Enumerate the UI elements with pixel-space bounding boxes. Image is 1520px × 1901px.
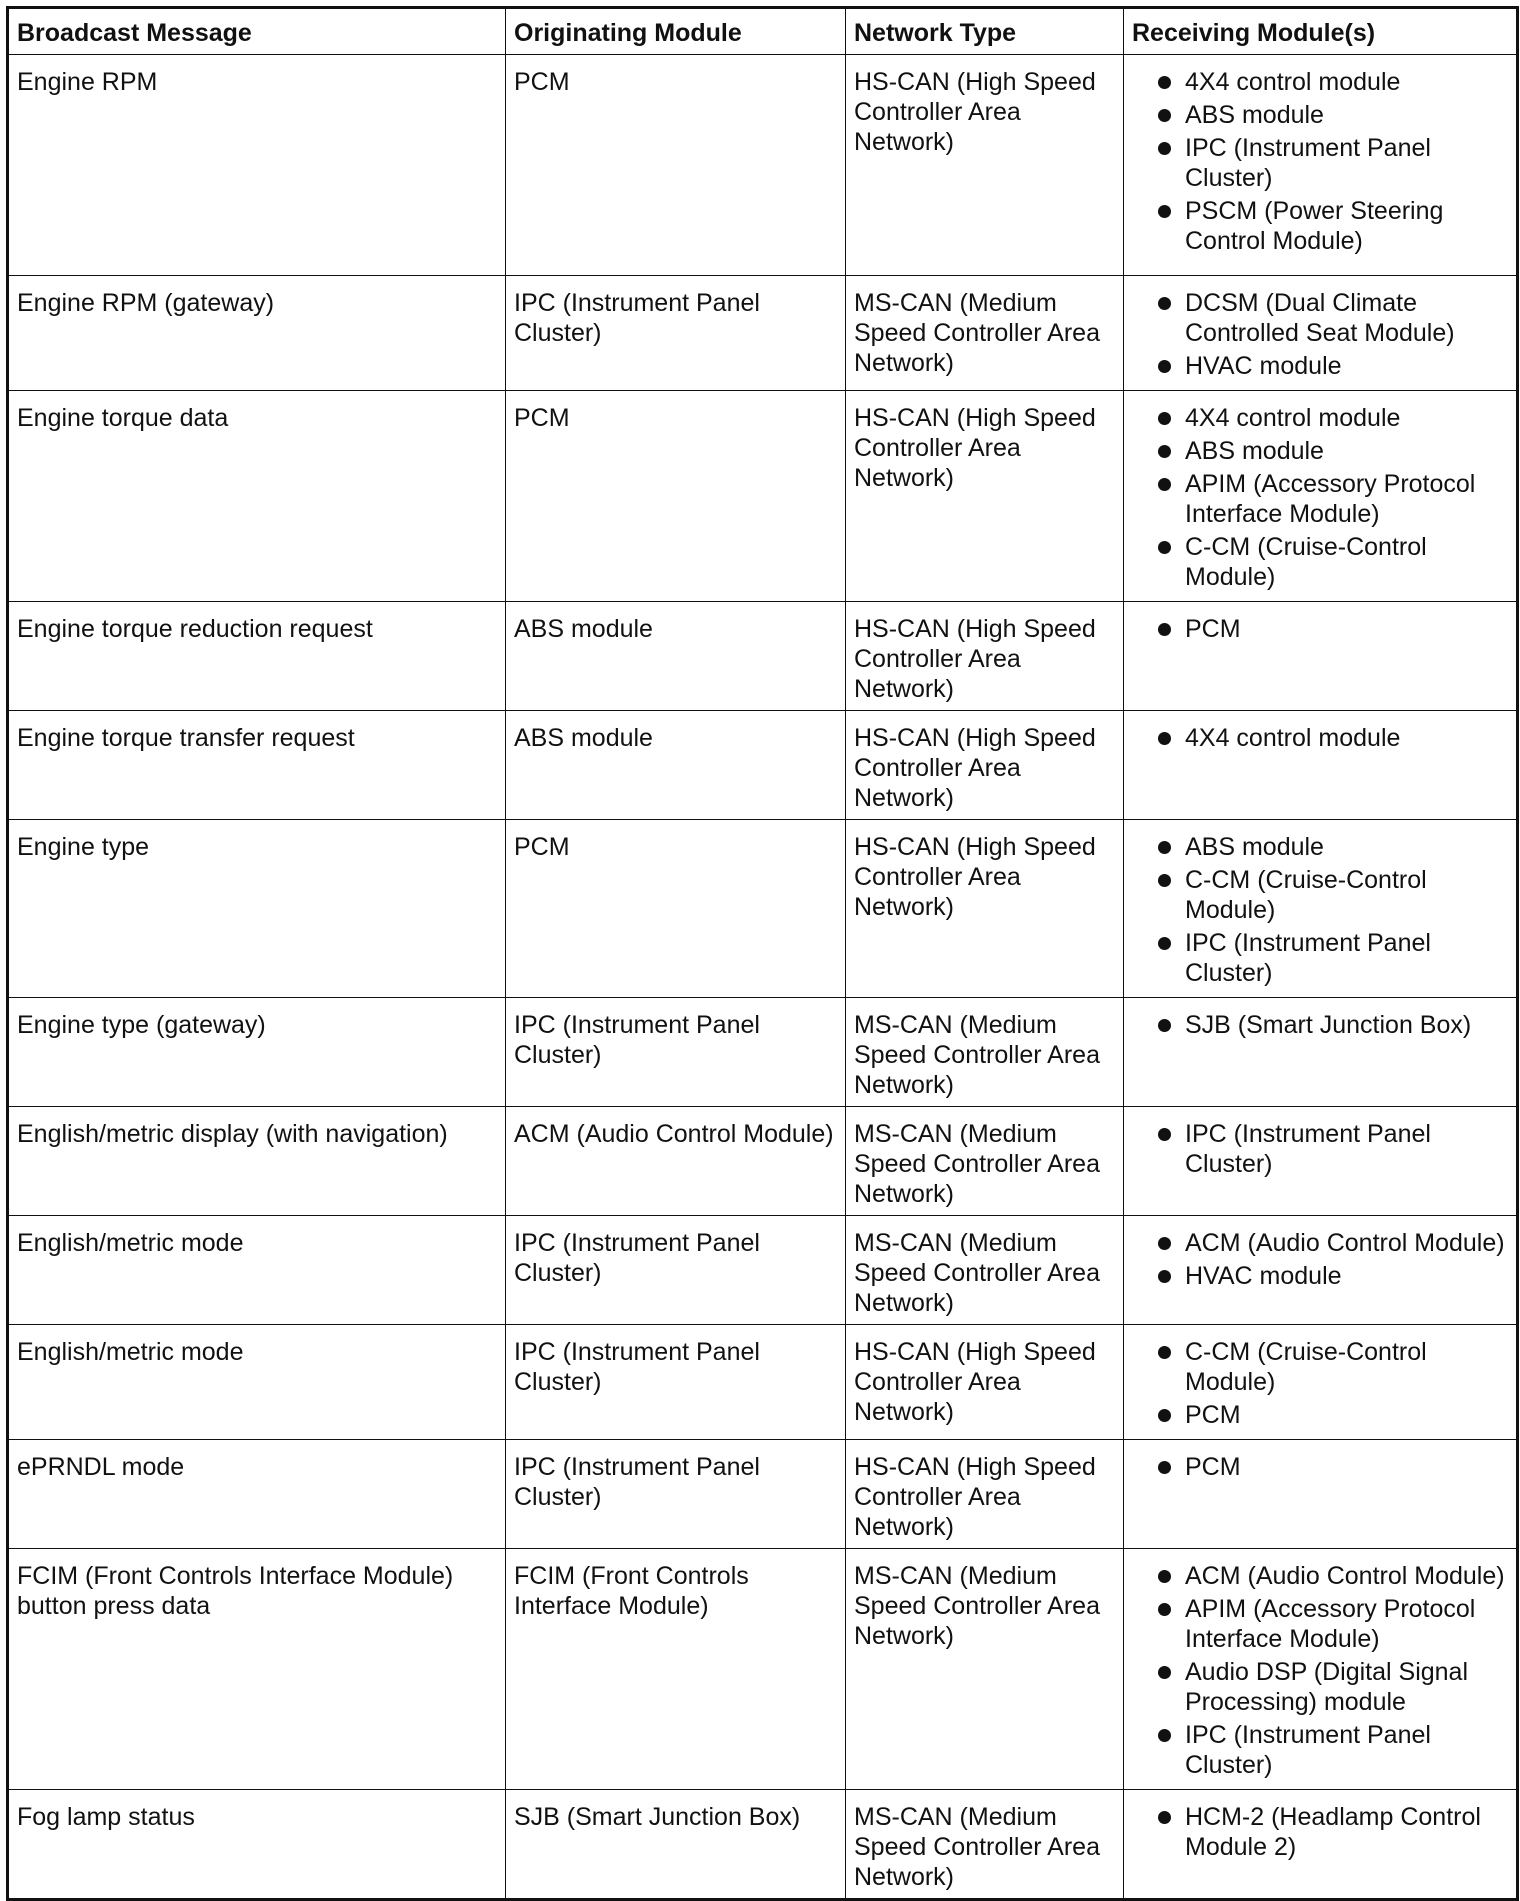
list-item xyxy=(1132,614,1508,644)
cell-broadcast-message: English/metric display (with navigation) xyxy=(8,1107,506,1216)
table-row xyxy=(8,820,1518,998)
list-item xyxy=(1132,832,1508,862)
bullet-icon xyxy=(1158,1603,1171,1616)
cell-receiving-modules xyxy=(1124,1790,1518,1900)
cell-receiving-modules xyxy=(1124,1216,1518,1325)
table-body xyxy=(8,55,1518,1900)
receiving-module-list xyxy=(1132,1452,1508,1482)
table-row xyxy=(8,276,1518,391)
receiving-module-label: 4X4 control module xyxy=(1185,404,1401,432)
cell-originating-module: SJB (Smart Junction Box) xyxy=(506,1790,846,1900)
receiving-module-list xyxy=(1132,288,1508,381)
cell-receiving-modules xyxy=(1124,602,1518,711)
bullet-icon xyxy=(1158,1729,1171,1742)
cell-broadcast-message: Engine type (gateway) xyxy=(8,998,506,1107)
table-row xyxy=(8,711,1518,820)
receiving-module-label: Audio DSP (Digital Signal Processing) module xyxy=(1185,1658,1469,1716)
bullet-icon xyxy=(1158,937,1171,950)
receiving-module-label: HVAC module xyxy=(1185,352,1342,380)
list-item xyxy=(1132,133,1508,193)
cell-network-type: HS-CAN (High Speed Controller Area Network) xyxy=(846,820,1124,998)
receiving-module-list xyxy=(1132,403,1508,592)
bullet-icon xyxy=(1158,445,1171,458)
receiving-module-label: PCM xyxy=(1185,1401,1241,1429)
cell-network-type: HS-CAN (High Speed Controller Area Network) xyxy=(846,1440,1124,1549)
list-item xyxy=(1132,928,1508,988)
cell-receiving-modules xyxy=(1124,711,1518,820)
list-item xyxy=(1132,1400,1508,1430)
bullet-icon xyxy=(1158,1461,1171,1474)
cell-broadcast-message: English/metric mode xyxy=(8,1325,506,1440)
receiving-module-label: IPC (Instrument Panel Cluster) xyxy=(1185,929,1431,987)
table-row xyxy=(8,1107,1518,1216)
cell-originating-module: IPC (Instrument Panel Cluster) xyxy=(506,1440,846,1549)
bullet-icon xyxy=(1158,1270,1171,1283)
cell-originating-module: ACM (Audio Control Module) xyxy=(506,1107,846,1216)
cell-originating-module: IPC (Instrument Panel Cluster) xyxy=(506,276,846,391)
cell-network-type: MS-CAN (Medium Speed Controller Area Network) xyxy=(846,276,1124,391)
cell-network-type: MS-CAN (Medium Speed Controller Area Network) xyxy=(846,1107,1124,1216)
list-item xyxy=(1132,1261,1508,1291)
header-network-type: Network Type xyxy=(846,8,1124,55)
cell-broadcast-message: Engine RPM (gateway) xyxy=(8,276,506,391)
cell-receiving-modules xyxy=(1124,1440,1518,1549)
table-row xyxy=(8,1325,1518,1440)
list-item xyxy=(1132,1657,1508,1717)
table-row xyxy=(8,1790,1518,1900)
cell-network-type: MS-CAN (Medium Speed Controller Area Network) xyxy=(846,1790,1124,1900)
bullet-icon xyxy=(1158,1409,1171,1422)
receiving-module-label: ACM (Audio Control Module) xyxy=(1185,1229,1505,1257)
cell-originating-module: FCIM (Front Controls Interface Module) xyxy=(506,1549,846,1790)
cell-broadcast-message: Fog lamp status xyxy=(8,1790,506,1900)
receiving-module-list xyxy=(1132,1119,1508,1179)
receiving-module-label: ABS module xyxy=(1185,437,1324,465)
list-item xyxy=(1132,1119,1508,1179)
cell-broadcast-message: Engine type xyxy=(8,820,506,998)
cell-receiving-modules xyxy=(1124,1549,1518,1790)
header-receiving-modules: Receiving Module(s) xyxy=(1124,8,1518,55)
bullet-icon xyxy=(1158,1570,1171,1583)
cell-network-type: MS-CAN (Medium Speed Controller Area Network) xyxy=(846,1549,1124,1790)
list-item xyxy=(1132,532,1508,592)
list-item xyxy=(1132,1594,1508,1654)
receiving-module-label: C-CM (Cruise-Control Module) xyxy=(1185,533,1427,591)
cell-originating-module: PCM xyxy=(506,391,846,602)
cell-network-type: HS-CAN (High Speed Controller Area Network) xyxy=(846,391,1124,602)
bullet-icon xyxy=(1158,874,1171,887)
cell-broadcast-message: English/metric mode xyxy=(8,1216,506,1325)
receiving-module-label: DCSM (Dual Climate Controlled Seat Module) xyxy=(1185,289,1455,347)
table-header xyxy=(8,8,1518,55)
bullet-icon xyxy=(1158,76,1171,89)
receiving-module-list xyxy=(1132,1337,1508,1430)
list-item xyxy=(1132,403,1508,433)
cell-originating-module: IPC (Instrument Panel Cluster) xyxy=(506,1216,846,1325)
receiving-module-label: ABS module xyxy=(1185,101,1324,129)
list-item xyxy=(1132,351,1508,381)
receiving-module-list xyxy=(1132,67,1508,256)
receiving-module-label: PCM xyxy=(1185,615,1241,643)
receiving-module-list xyxy=(1132,614,1508,644)
bullet-icon xyxy=(1158,478,1171,491)
cell-originating-module: IPC (Instrument Panel Cluster) xyxy=(506,998,846,1107)
cell-network-type: HS-CAN (High Speed Controller Area Network) xyxy=(846,55,1124,276)
bullet-icon xyxy=(1158,1346,1171,1359)
list-item xyxy=(1132,865,1508,925)
receiving-module-label: ACM (Audio Control Module) xyxy=(1185,1562,1505,1590)
cell-network-type: MS-CAN (Medium Speed Controller Area Network) xyxy=(846,998,1124,1107)
cell-originating-module: ABS module xyxy=(506,711,846,820)
table-row xyxy=(8,391,1518,602)
bullet-icon xyxy=(1158,142,1171,155)
table-row xyxy=(8,1216,1518,1325)
bullet-icon xyxy=(1158,1237,1171,1250)
table-row xyxy=(8,602,1518,711)
receiving-module-label: SJB (Smart Junction Box) xyxy=(1185,1011,1472,1039)
cell-originating-module: PCM xyxy=(506,820,846,998)
receiving-module-label: IPC (Instrument Panel Cluster) xyxy=(1185,134,1431,192)
receiving-module-list xyxy=(1132,1561,1508,1780)
cell-receiving-modules xyxy=(1124,276,1518,391)
list-item xyxy=(1132,1561,1508,1591)
receiving-module-label: PSCM (Power Steering Control Module) xyxy=(1185,197,1444,255)
receiving-module-label: HVAC module xyxy=(1185,1262,1342,1290)
cell-broadcast-message: Engine RPM xyxy=(8,55,506,276)
receiving-module-label: 4X4 control module xyxy=(1185,724,1401,752)
cell-network-type: HS-CAN (High Speed Controller Area Network) xyxy=(846,711,1124,820)
receiving-module-label: APIM (Accessory Protocol Interface Module) xyxy=(1185,470,1476,528)
list-item xyxy=(1132,288,1508,348)
bullet-icon xyxy=(1158,360,1171,373)
list-item xyxy=(1132,1452,1508,1482)
cell-receiving-modules xyxy=(1124,391,1518,602)
list-item xyxy=(1132,100,1508,130)
cell-broadcast-message: FCIM (Front Controls Interface Module) button press data xyxy=(8,1549,506,1790)
receiving-module-label: C-CM (Cruise-Control Module) xyxy=(1185,866,1427,924)
bullet-icon xyxy=(1158,623,1171,636)
cell-broadcast-message: ePRNDL mode xyxy=(8,1440,506,1549)
list-item xyxy=(1132,1010,1508,1040)
receiving-module-label: C-CM (Cruise-Control Module) xyxy=(1185,1338,1427,1396)
cell-originating-module: IPC (Instrument Panel Cluster) xyxy=(506,1325,846,1440)
cell-receiving-modules xyxy=(1124,1107,1518,1216)
bullet-icon xyxy=(1158,1666,1171,1679)
header-broadcast-message: Broadcast Message xyxy=(8,8,506,55)
bullet-icon xyxy=(1158,109,1171,122)
cell-originating-module: PCM xyxy=(506,55,846,276)
table-row xyxy=(8,1440,1518,1549)
bullet-icon xyxy=(1158,1019,1171,1032)
bullet-icon xyxy=(1158,1128,1171,1141)
header-row xyxy=(8,8,1518,55)
receiving-module-list xyxy=(1132,832,1508,988)
broadcast-message-table xyxy=(6,6,1519,1901)
list-item xyxy=(1132,469,1508,529)
bullet-icon xyxy=(1158,841,1171,854)
cell-broadcast-message: Engine torque reduction request xyxy=(8,602,506,711)
receiving-module-label: 4X4 control module xyxy=(1185,68,1401,96)
list-item xyxy=(1132,723,1508,753)
receiving-module-label: IPC (Instrument Panel Cluster) xyxy=(1185,1120,1431,1178)
cell-network-type: HS-CAN (High Speed Controller Area Network) xyxy=(846,1325,1124,1440)
list-item xyxy=(1132,1337,1508,1397)
table-row xyxy=(8,1549,1518,1790)
table-row xyxy=(8,55,1518,276)
receiving-module-label: ABS module xyxy=(1185,833,1324,861)
cell-network-type: MS-CAN (Medium Speed Controller Area Network) xyxy=(846,1216,1124,1325)
list-item xyxy=(1132,1228,1508,1258)
receiving-module-list xyxy=(1132,1010,1508,1040)
cell-receiving-modules xyxy=(1124,820,1518,998)
bullet-icon xyxy=(1158,205,1171,218)
receiving-module-list xyxy=(1132,1802,1508,1862)
list-item xyxy=(1132,196,1508,256)
list-item xyxy=(1132,436,1508,466)
cell-receiving-modules xyxy=(1124,998,1518,1107)
cell-network-type: HS-CAN (High Speed Controller Area Network) xyxy=(846,602,1124,711)
receiving-module-label: APIM (Accessory Protocol Interface Module) xyxy=(1185,1595,1476,1653)
bullet-icon xyxy=(1158,1811,1171,1824)
receiving-module-label: PCM xyxy=(1185,1453,1241,1481)
bullet-icon xyxy=(1158,412,1171,425)
bullet-icon xyxy=(1158,541,1171,554)
receiving-module-label: HCM-2 (Headlamp Control Module 2) xyxy=(1185,1803,1481,1861)
list-item xyxy=(1132,1720,1508,1780)
table-row xyxy=(8,998,1518,1107)
cell-broadcast-message: Engine torque transfer request xyxy=(8,711,506,820)
header-originating-module: Originating Module xyxy=(506,8,846,55)
receiving-module-list xyxy=(1132,1228,1508,1291)
receiving-module-list xyxy=(1132,723,1508,753)
receiving-module-label: IPC (Instrument Panel Cluster) xyxy=(1185,1721,1431,1779)
cell-receiving-modules xyxy=(1124,55,1518,276)
cell-originating-module: ABS module xyxy=(506,602,846,711)
list-item xyxy=(1132,1802,1508,1862)
bullet-icon xyxy=(1158,732,1171,745)
list-item xyxy=(1132,67,1508,97)
cell-receiving-modules xyxy=(1124,1325,1518,1440)
bullet-icon xyxy=(1158,297,1171,310)
cell-broadcast-message: Engine torque data xyxy=(8,391,506,602)
